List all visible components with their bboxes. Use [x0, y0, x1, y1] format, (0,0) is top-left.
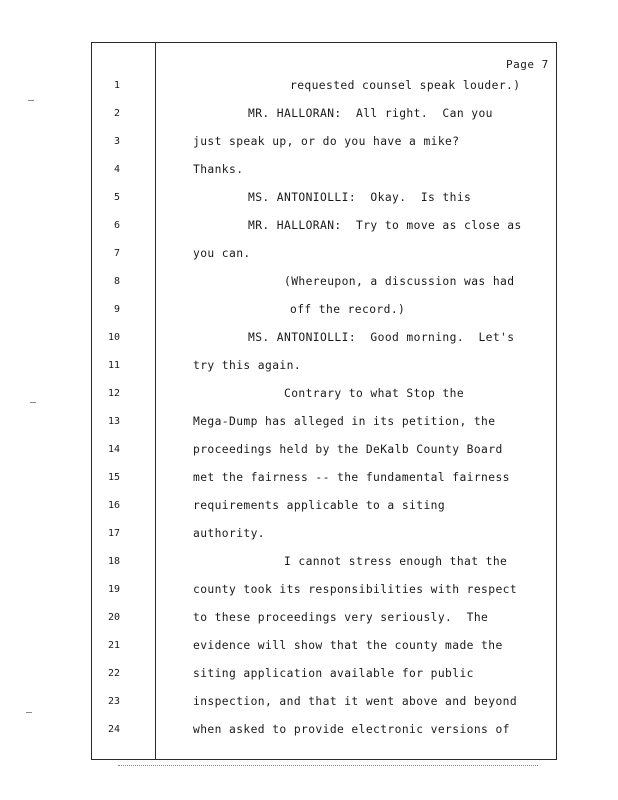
line-number: 15: [107, 472, 120, 483]
line-text: MS. ANTONIOLLI: Good morning. Let's: [248, 331, 515, 344]
line-number: 21: [107, 640, 120, 651]
line-number: 3: [113, 136, 120, 147]
transcript-line: [0, 496, 618, 516]
line-text: Contrary to what Stop the: [284, 387, 465, 400]
bottom-rule: [118, 765, 538, 766]
line-number: 1: [113, 80, 120, 91]
line-number: 10: [107, 332, 120, 343]
line-number: 23: [107, 696, 120, 707]
line-number: 17: [107, 528, 120, 539]
transcript-line: [0, 664, 618, 684]
transcript-line: [0, 132, 618, 152]
transcript-line: [0, 440, 618, 460]
transcript-line: [0, 160, 618, 180]
line-number: 13: [107, 416, 120, 427]
transcript-line: [0, 580, 618, 600]
margin-mark: [30, 402, 36, 403]
line-text: requested counsel speak louder.): [290, 79, 521, 92]
transcript-line: [0, 384, 618, 404]
line-number: 14: [107, 444, 120, 455]
line-number: 19: [107, 584, 120, 595]
transcript-line: [0, 636, 618, 656]
transcript-line: [0, 524, 618, 544]
margin-mark: [28, 100, 34, 101]
line-number: 6: [113, 220, 120, 231]
line-number: 7: [113, 248, 120, 259]
transcript-line: [0, 356, 618, 376]
transcript-line: [0, 272, 618, 292]
page-number-label: Page 7: [506, 58, 549, 71]
line-number: 24: [107, 724, 120, 735]
transcript-line: [0, 244, 618, 264]
transcript-line: [0, 76, 618, 96]
transcript-line: [0, 468, 618, 488]
line-number: 22: [107, 668, 120, 679]
line-number: 18: [107, 556, 120, 567]
line-text: I cannot stress enough that the: [284, 555, 508, 568]
line-number: 9: [113, 304, 120, 315]
transcript-line: [0, 608, 618, 628]
line-text: siting application available for public: [193, 667, 474, 680]
line-number: 11: [107, 360, 120, 371]
line-text: requirements applicable to a siting: [193, 499, 446, 512]
line-text: inspection, and that it went above and beyond: [193, 695, 518, 708]
transcript-line: [0, 328, 618, 348]
transcript-line: [0, 552, 618, 572]
line-number: 12: [107, 388, 120, 399]
line-text: MS. ANTONIOLLI: Okay. Is this: [248, 191, 472, 204]
line-text: Mega-Dump has alleged in its petition, the: [193, 415, 496, 428]
transcript-line: [0, 692, 618, 712]
transcript-line: [0, 216, 618, 236]
line-text: authority.: [193, 527, 266, 540]
transcript-line: [0, 188, 618, 208]
line-number: 16: [107, 500, 120, 511]
line-text: when asked to provide electronic versions of: [193, 723, 510, 736]
transcript-line: [0, 412, 618, 432]
line-text: MR. HALLORAN: Try to move as close as: [248, 219, 522, 232]
line-text: off the record.): [290, 303, 406, 316]
line-text: met the fairness -- the fundamental fairness: [193, 471, 510, 484]
line-text: county took its responsibilities with respect: [193, 583, 518, 596]
line-text: try this again.: [193, 359, 302, 372]
margin-mark: [26, 712, 32, 713]
line-number: 8: [113, 276, 120, 287]
line-text: just speak up, or do you have a mike?: [193, 135, 460, 148]
line-text: MR. HALLORAN: All right. Can you: [248, 107, 493, 120]
transcript-line: [0, 720, 618, 740]
line-number: 20: [107, 612, 120, 623]
line-number: 4: [113, 164, 120, 175]
transcript-line: [0, 300, 618, 320]
line-text: evidence will show that the county made the: [193, 639, 503, 652]
line-number: 5: [113, 192, 120, 203]
transcript-line: [0, 104, 618, 124]
line-text: (Whereupon, a discussion was had: [284, 275, 515, 288]
line-text: proceedings held by the DeKalb County Board: [193, 443, 503, 456]
line-number: 2: [113, 108, 120, 119]
line-text: you can.: [193, 247, 251, 260]
line-text: to these proceedings very seriously. The: [193, 611, 489, 624]
line-text: Thanks.: [193, 163, 244, 176]
